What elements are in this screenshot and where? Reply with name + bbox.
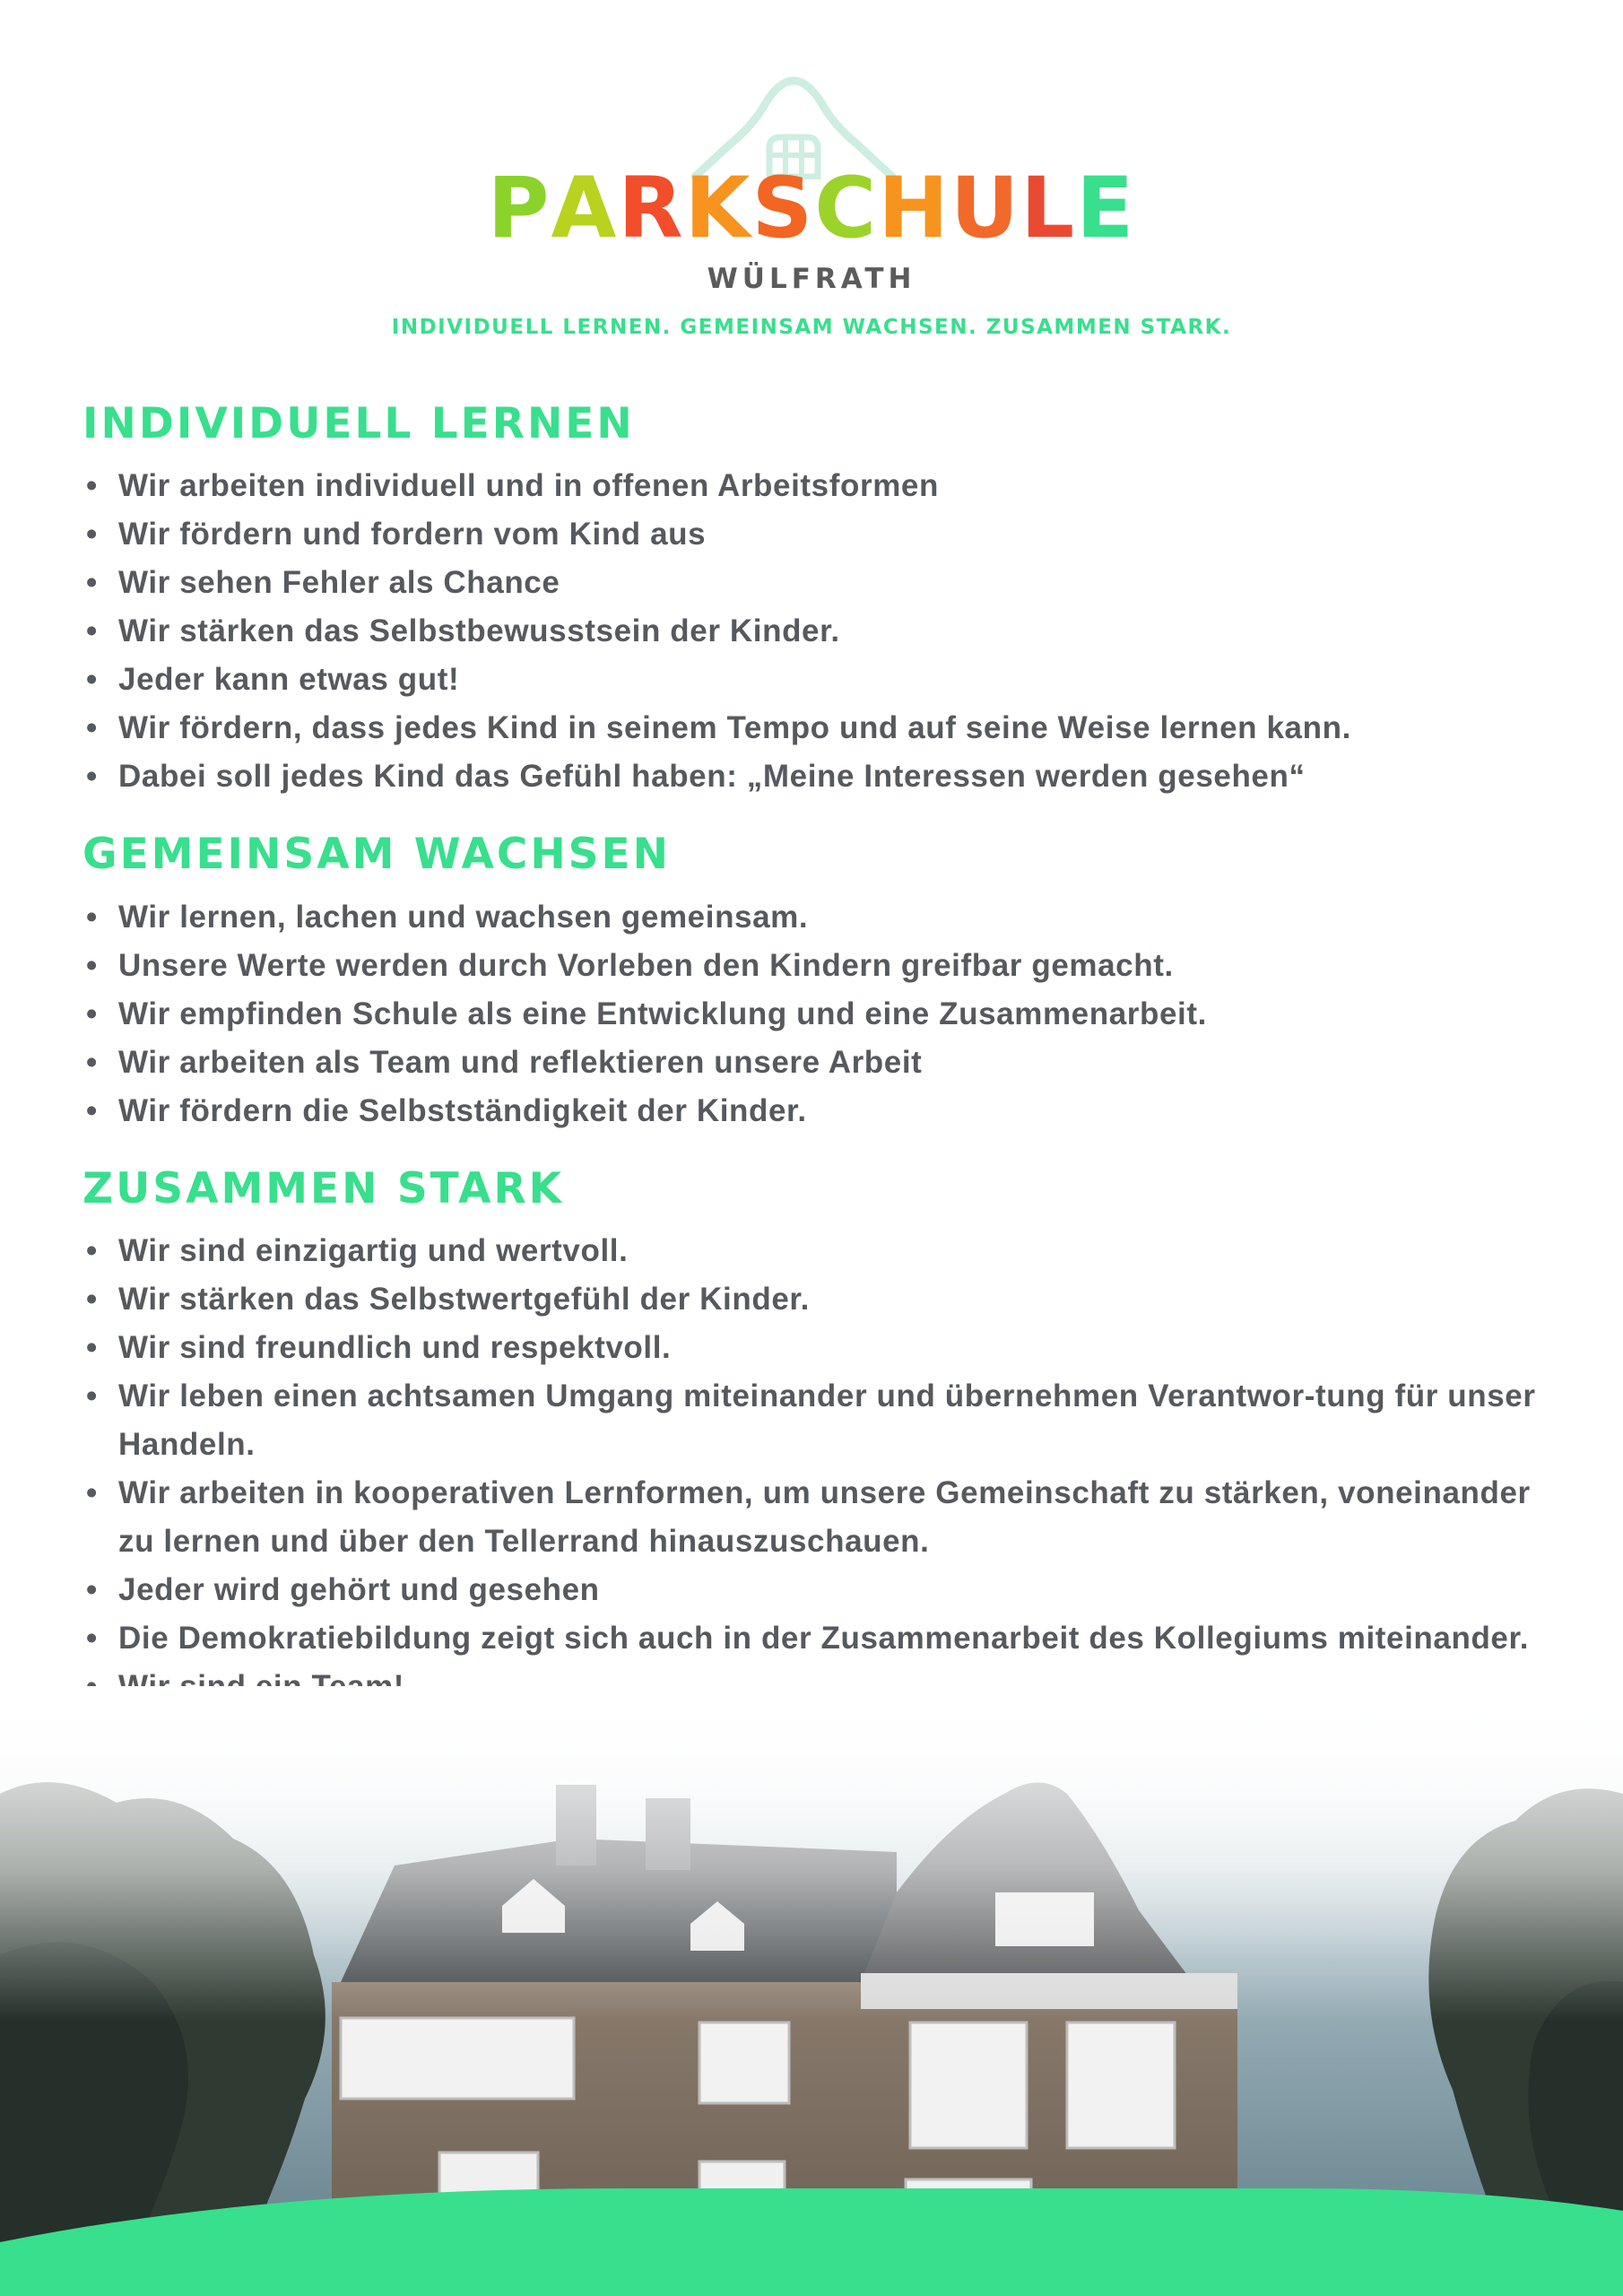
section-heading: GEMEINSAM WACHSEN [82, 830, 671, 880]
list-item: • Wir fördern die Selbstständigkeit der Kinder. [82, 1087, 1553, 1135]
list-item: • Jeder kann etwas gut! [82, 656, 1553, 704]
list-item: • Wir sehen Fehler als Chance [82, 559, 1553, 607]
logo-letter: L [1020, 160, 1077, 257]
school-building-photo [0, 1686, 1623, 2296]
logo-letter: R [618, 160, 685, 257]
list-item: • Die Demokratiebildung zeigt sich auch in der Zusammenarbeit des Kollegiums miteinander. [82, 1614, 1553, 1663]
list-item: • Wir arbeiten individuell und in offenen Arbeitsformen [82, 462, 1553, 510]
list-item: • Wir sind einzigartig und wertvoll. [82, 1227, 1553, 1275]
logo-letter: K [684, 160, 752, 257]
logo-letter: E [1076, 160, 1136, 257]
logo-letter: A [551, 160, 619, 257]
bullet-list [82, 1227, 1553, 1711]
section-individuell-lernen [82, 399, 1553, 801]
bullet-list [82, 893, 1553, 1135]
list-item: • Jeder wird gehört und gesehen [82, 1566, 1553, 1614]
list-item: • Wir sind freundlich und respektvoll. [82, 1324, 1553, 1372]
list-item: • Wir empfinden Schule als eine Entwicklung und eine Zusammenarbeit. [82, 990, 1553, 1039]
list-item: • Wir leben einen achtsamen Umgang miteinander und übernehmen Verantwor-tung für unser Handeln. [82, 1372, 1553, 1469]
section-heading: ZUSAMMEN STARK [82, 1163, 565, 1213]
list-item: • Unsere Werte werden durch Vorleben den Kindern greifbar gemacht. [82, 942, 1553, 990]
logo-letter: P [487, 160, 551, 257]
logo-letter: S [751, 160, 815, 257]
section-heading: INDIVIDUELL LERNEN [82, 399, 635, 448]
logo-subtitle: WÜLFRATH [707, 263, 916, 295]
section-gemeinsam-wachsen [82, 830, 1553, 1135]
logo-letter: C [814, 160, 879, 257]
list-item: • Wir arbeiten in kooperativen Lernformen, um unsere Gemeinschaft zu stärken, voneinander zu lernen und über den Tellerrand hinauszuschauen. [82, 1469, 1553, 1566]
list-item: • Wir stärken das Selbstwertgefühl der Kinder. [82, 1275, 1553, 1324]
list-item: • Wir lernen, lachen und wachsen gemeinsam. [82, 893, 1553, 942]
list-item: • Wir stärken das Selbstbewusstsein der Kinder. [82, 607, 1553, 656]
list-item: • Wir arbeiten als Team und reflektieren unsere Arbeit [82, 1039, 1553, 1087]
tagline: INDIVIDUELL LERNEN. GEMEINSAM WACHSEN. ZUSAMMEN STARK. [391, 316, 1232, 339]
logo-wordmark [0, 160, 1623, 257]
logo-letter: U [950, 160, 1021, 257]
list-item: • Wir fördern, dass jedes Kind in seinem Tempo und auf seine Weise lernen kann. [82, 704, 1553, 752]
content-sections [82, 399, 1553, 1740]
bullet-list [82, 462, 1553, 801]
logo-letter: H [878, 160, 950, 257]
list-item: • Wir fördern und fordern vom Kind aus [82, 510, 1553, 559]
list-item: • Dabei soll jedes Kind das Gefühl haben: „Meine Interessen werden gesehen“ [82, 752, 1553, 801]
section-zusammen-stark [82, 1164, 1553, 1711]
